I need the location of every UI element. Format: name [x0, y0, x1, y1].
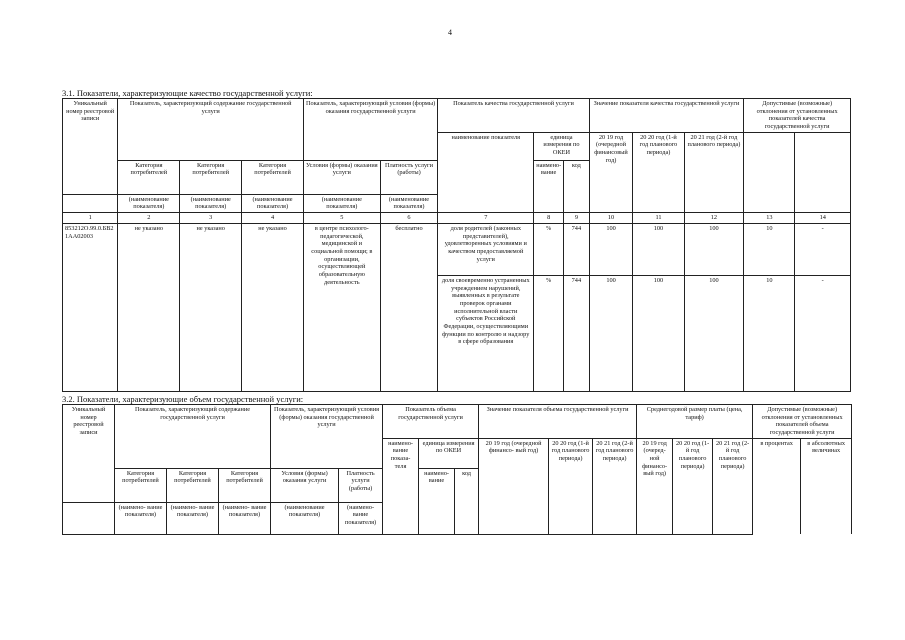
cat2-value: не указано — [180, 224, 242, 392]
col-number: 14 — [795, 213, 851, 224]
v-header-value-group: Значение показателя объема государственной услуги — [479, 405, 637, 439]
header-name-of-indicator: (наименование показателя) — [303, 194, 380, 212]
v-header-cat3: Категория потребителей — [219, 468, 271, 502]
v-header-unique-number: Уникальный номер реестровой записи — [63, 405, 115, 503]
indicator-v2: 100 — [633, 276, 684, 392]
section-title-quality: 3.1. Показатели, характеризующие качество государственной услуги: — [62, 88, 313, 98]
v-header-paid: Платность услуги (работы) — [339, 468, 383, 502]
header-indicator-name: наименование показателя — [438, 132, 534, 212]
v-header-name-of-indicator: (наимено- вание показателя) — [219, 502, 271, 534]
indicator-code: 744 — [564, 276, 590, 392]
indicator-pct: 10 — [744, 276, 795, 392]
indicator-v1: 100 — [589, 224, 633, 276]
col-number: 6 — [380, 213, 438, 224]
v-header-dev-percent: в процентах — [753, 438, 801, 534]
header-unit-okei: единица измерения по ОКЕИ — [534, 132, 589, 160]
v-header-year1: 20 19 год (очередной финансо- вый год) — [479, 438, 549, 534]
v-header-volume-group: Показатель объема государственной услуги — [383, 405, 479, 439]
v-header-dev-absolute: в абсолютных величинах — [801, 438, 852, 534]
page-number: 4 — [448, 28, 452, 37]
v-header-name-of-indicator: (наимено- вание показателя) — [115, 502, 167, 534]
header-year1: 20 19 год (очередной финансовый год) — [589, 132, 633, 212]
v-header-name-of-indicator: (наимено- вание показателя) — [339, 502, 383, 534]
v-header-deviation-group: Допустимые (возможные) отклонения от установленных показателей объема государственной услуги — [753, 405, 852, 439]
indicator-code: 744 — [564, 224, 590, 276]
col-number: 7 — [438, 213, 534, 224]
header-name-of-indicator: (наименование показателя) — [180, 194, 242, 212]
indicator-name: доля родителей (законных представителей), удовлетворенных условиями и качеством предоставляемой услуги — [438, 224, 534, 276]
header-name-of-indicator: (наименование показателя) — [380, 194, 438, 212]
indicator-name: доля своевременно устраненных учреждением нарушений, выявленных в результате проверок органами исполнительной власти субъектов Российской Федерации, осуществляющими функции по контролю и надзору в сфере образования — [438, 276, 534, 392]
indicator-abs: - — [795, 276, 851, 392]
col-number: 10 — [589, 213, 633, 224]
indicator-v2: 100 — [633, 224, 684, 276]
v-header-year2: 20 20 год (1-й год планового периода) — [549, 438, 593, 534]
v-header-unit-code: код — [455, 468, 479, 534]
col-number: 3 — [180, 213, 242, 224]
v-header-unit-okei: единица измерения по ОКЕИ — [419, 438, 479, 468]
header-name-of-indicator: (наименование показателя) — [118, 194, 180, 212]
v-header-cat2: Категория потребителей — [167, 468, 219, 502]
registry-number: 853212О.99.0.БВ21АА02003 — [63, 224, 118, 392]
col-number: 2 — [118, 213, 180, 224]
header-quality-group: Показатель качества государственной услуги — [438, 99, 589, 133]
header-unique-number: Уникальный номер реестровой записи — [63, 99, 118, 195]
col-number: 11 — [633, 213, 684, 224]
section-title-volume: 3.2. Показатели, характеризующие объем государственной услуги: — [62, 394, 304, 404]
col-number: 8 — [534, 213, 564, 224]
header-year3: 20 21 год (2-й год планового периода) — [684, 132, 744, 212]
header-content-group: Показатель, характеризующий содержание государственной услуги — [118, 99, 304, 133]
header-paid: Платность услуги (работы) — [380, 160, 438, 194]
v-header-indicator-name: наимено- вание показа- теля — [383, 438, 419, 534]
v-header-content-group: Показатель, характеризующий содержание государственной услуги — [115, 405, 271, 439]
v-header-name-of-indicator: (наимено- вание показателя) — [167, 502, 219, 534]
header-cond-form: Условия (формы) оказания услуги — [303, 160, 380, 194]
indicator-v3: 100 — [684, 224, 744, 276]
header-name-of-indicator: (наименование показателя) — [242, 194, 304, 212]
p-header-year2: 20 20 год (1-й год планового периода) — [673, 438, 713, 534]
indicator-v3: 100 — [684, 276, 744, 392]
col-number: 4 — [242, 213, 304, 224]
v-header-conditions-group: Показатель, характеризующий условия (формы) оказания государственной услуги — [271, 405, 383, 439]
header-unit-name: наимено- вание — [534, 160, 564, 212]
indicator-unit: % — [534, 276, 564, 392]
header-deviation-group: Допустимые (возможные) отклонения от установленных показателей качества государственной услуги — [744, 99, 851, 133]
col-number: 13 — [744, 213, 795, 224]
indicator-pct: 10 — [744, 224, 795, 276]
header-unit-code: код — [564, 160, 590, 212]
header-year2: 20 20 год (1-й год планового периода) — [633, 132, 684, 212]
v-header-unit-name: наимено- вание — [419, 468, 455, 534]
indicator-v1: 100 — [589, 276, 633, 392]
cond-form-value: в центре психолого-педагогической, медицинской и социальной помощи; в организации, осуществляющей образовательную деятельность — [303, 224, 380, 392]
paid-value: бесплатно — [380, 224, 438, 392]
header-cat2: Категория потребителей — [180, 160, 242, 194]
v-header-price-group: Среднегодовой размер платы (цена, тариф) — [637, 405, 753, 439]
v-header-cond-form: Условия (формы) оказания услуги — [271, 468, 339, 502]
v-header-name-of-indicator: (наименование показателя) — [271, 502, 339, 534]
indicator-abs: - — [795, 224, 851, 276]
quality-table — [62, 98, 851, 392]
v-header-cat1: Категория потребителей — [115, 468, 167, 502]
col-number: 9 — [564, 213, 590, 224]
col-number: 5 — [303, 213, 380, 224]
header-cat3: Категория потребителей — [242, 160, 304, 194]
header-cat1: Категория потребителей — [118, 160, 180, 194]
header-value-group: Значение показателя качества государственной услуги — [589, 99, 744, 133]
cat3-value: не указано — [242, 224, 304, 392]
v-header-year3: 20 21 год (2-й год планового периода) — [593, 438, 637, 534]
cat1-value: не указано — [118, 224, 180, 392]
col-number: 1 — [63, 213, 118, 224]
header-conditions-group: Показатель, характеризующий условия (формы) оказания государственной услуги — [303, 99, 437, 133]
p-header-year1: 20 19 год (очеред- ной финансо- вый год) — [637, 438, 673, 534]
volume-table — [62, 404, 852, 535]
col-number: 12 — [684, 213, 744, 224]
p-header-year3: 20 21 год (2-й год планового периода) — [713, 438, 753, 534]
indicator-unit: % — [534, 224, 564, 276]
